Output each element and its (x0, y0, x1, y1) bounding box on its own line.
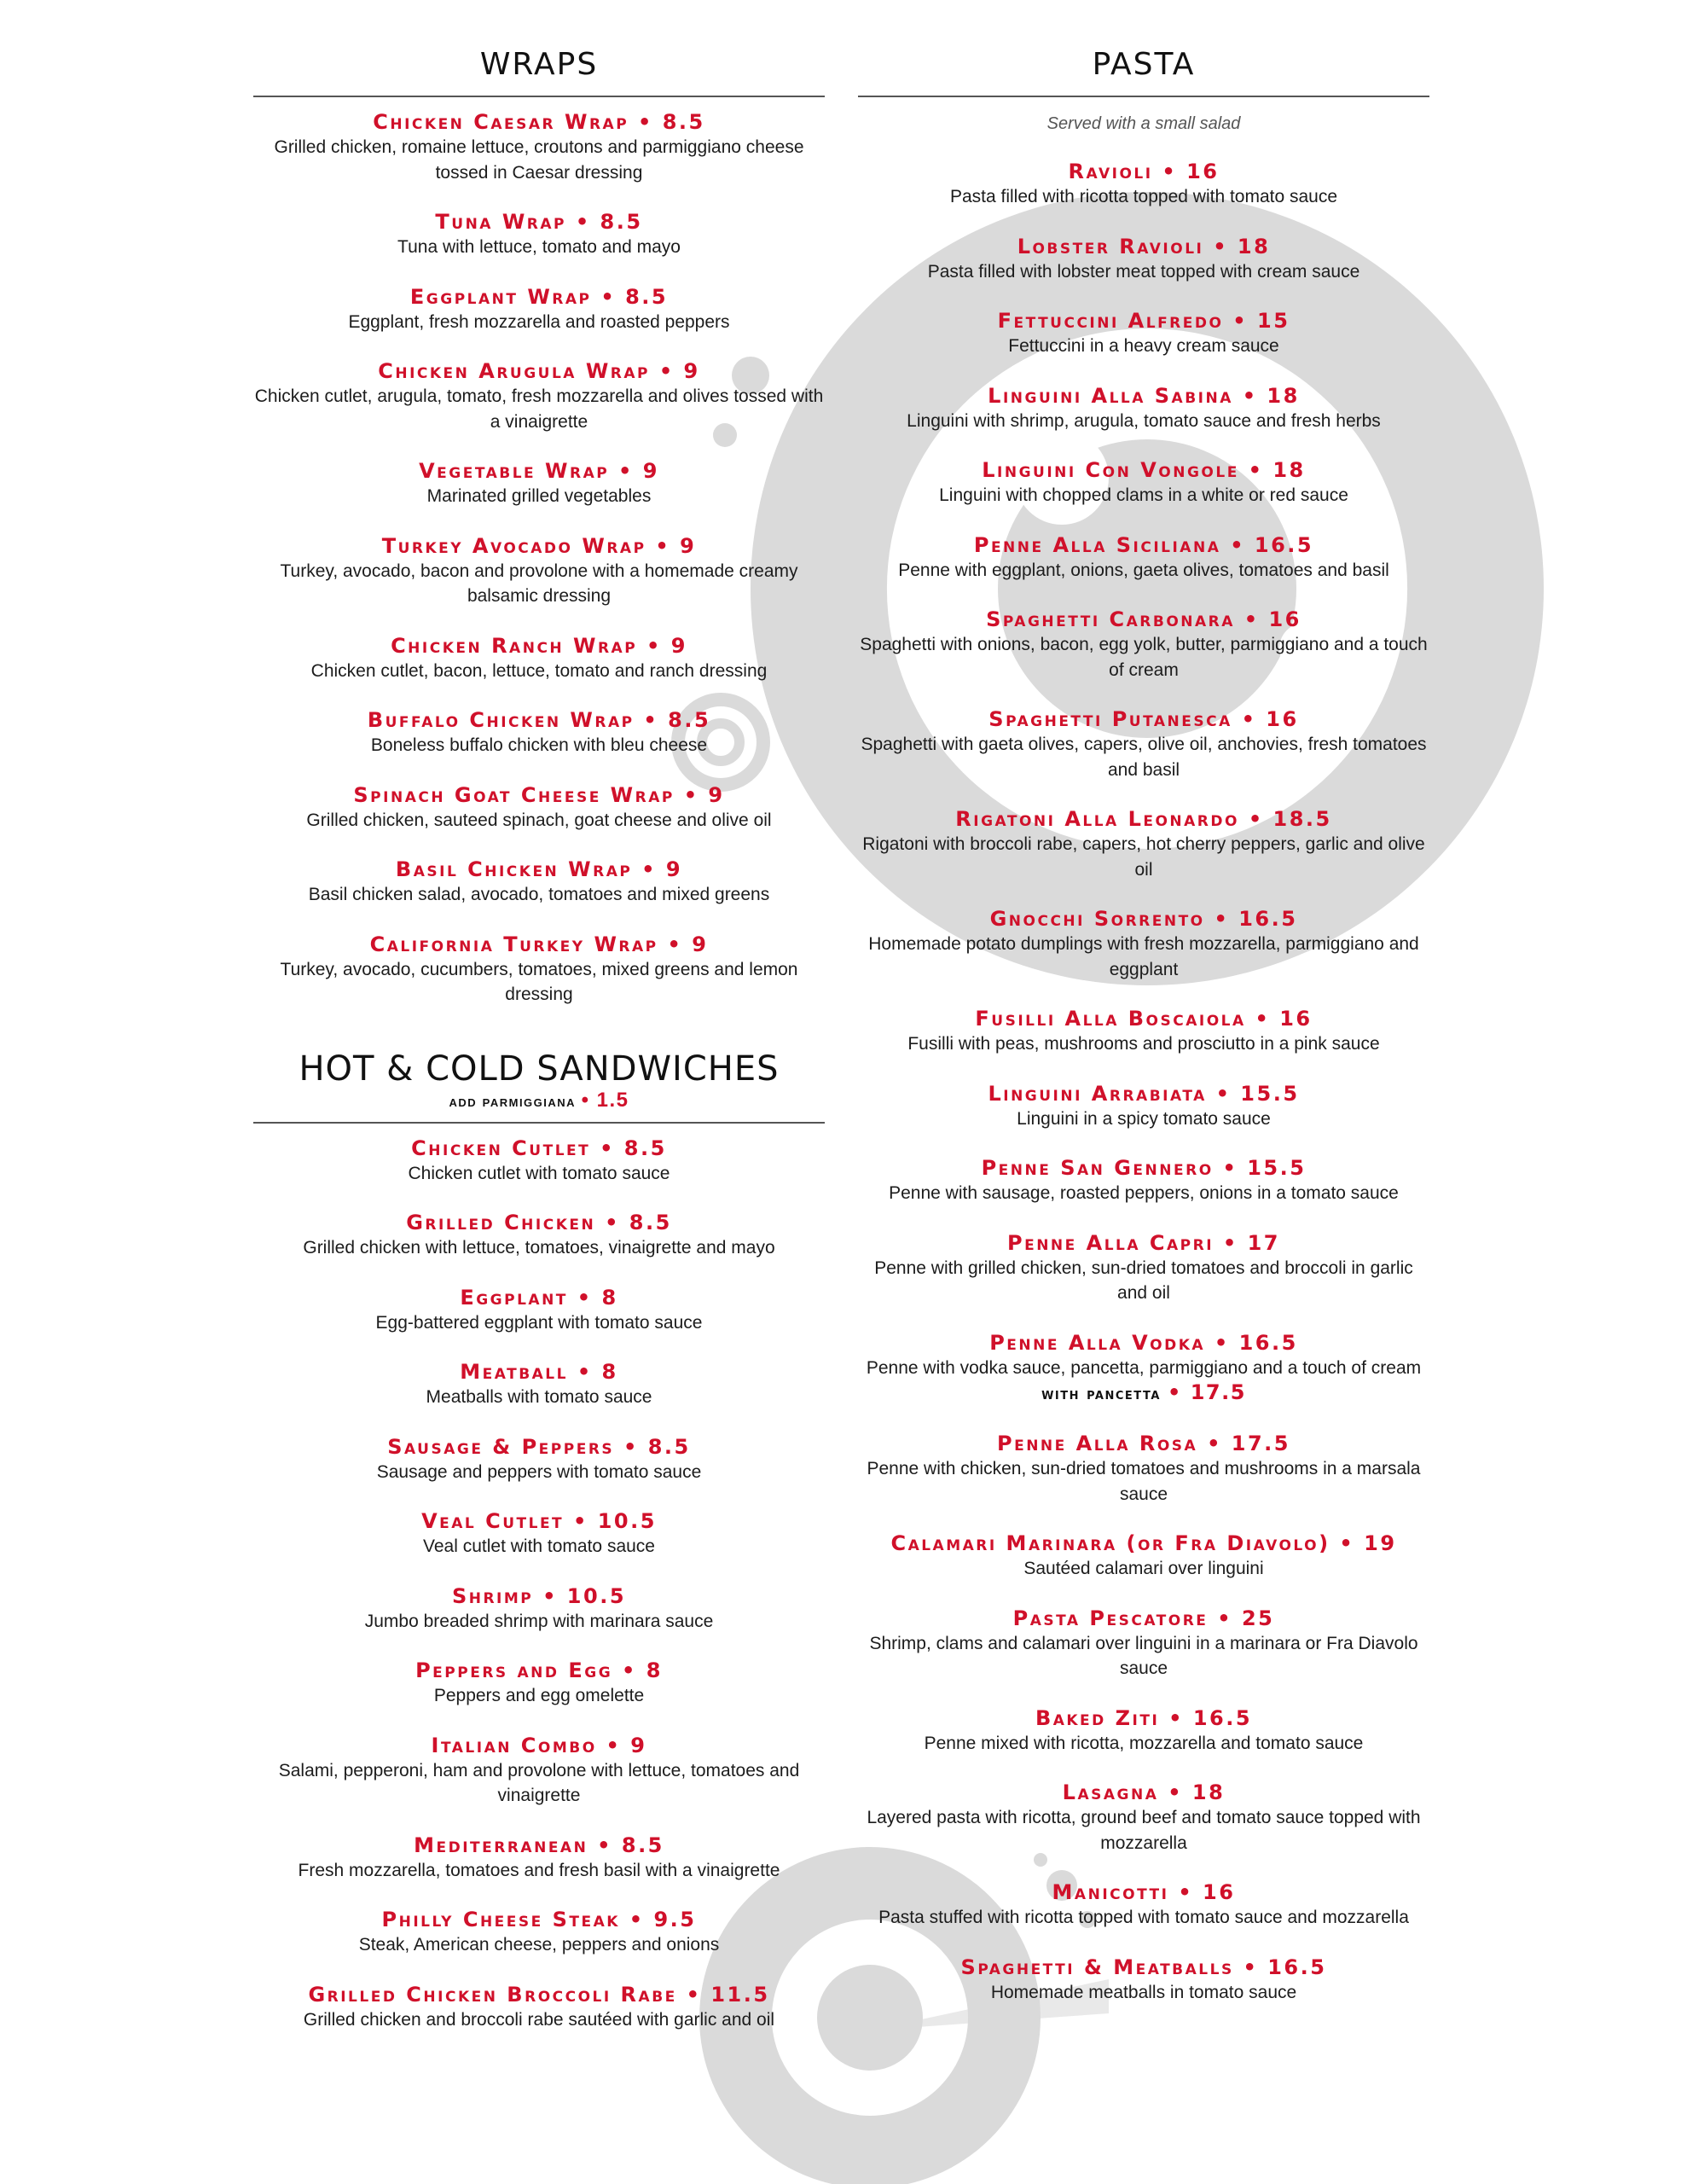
menu-item (253, 1210, 825, 1261)
menu-item (858, 1606, 1429, 1682)
menu-item-name: Veal Cutlet • 10.5 (421, 1509, 657, 1533)
menu-item-name: Fusilli Alla Boscaiola • 16 (975, 1007, 1313, 1031)
menu-item-description: Boneless buffalo chicken with bleu cheese (370, 735, 708, 755)
menu-item-description: Fettuccini in a heavy cream sauce (1008, 336, 1279, 356)
menu-item (858, 1431, 1429, 1507)
subnote-label: add parmiggiana (449, 1092, 577, 1110)
menu-item-description: Chicken cutlet, bacon, lettuce, tomato and ranch dressing (310, 660, 768, 681)
menu-item (858, 1780, 1429, 1856)
menu-item (858, 1006, 1429, 1057)
menu-item (253, 1733, 825, 1809)
menu-item-description: Turkey, avocado, cucumbers, tomatoes, mixed greens and lemon dressing (280, 959, 798, 1004)
menu-item-description: Grilled chicken with lettuce, tomatoes, vinaigrette and mayo (303, 1238, 775, 1258)
menu-item-name: Eggplant • 8 (460, 1285, 618, 1310)
wraps-list (253, 109, 825, 1008)
menu-item-description: Grilled chicken, sauteed spinach, goat cheese and olive oil (306, 810, 772, 830)
menu-item-name: Penne Alla Vodka • 16.5 (989, 1330, 1298, 1355)
menu-item (858, 1081, 1429, 1132)
menu-item-description: Grilled chicken, romaine lettuce, croutons and parmiggiano cheese tossed in Caesar dressing (274, 137, 804, 183)
menu-item-name: Pasta Pescatore • 25 (1012, 1606, 1275, 1630)
menu-item-name: Chicken Ranch Wrap • 9 (391, 633, 687, 658)
menu-item (253, 1907, 825, 1958)
menu-item-description: Egg-battered eggplant with tomato sauce (375, 1312, 703, 1333)
menu-item-description: Fresh mozzarella, tomatoes and fresh basil with a vinaigrette (298, 1860, 780, 1880)
menu-item-name: Penne San Gennero • 15.5 (981, 1156, 1307, 1180)
menu-item (253, 1136, 825, 1187)
menu-item-name: Turkey Avocado Wrap • 9 (381, 533, 697, 558)
menu-item-name: Chicken Arugula Wrap • 9 (378, 359, 700, 383)
wraps-heading: WRAPS (479, 47, 599, 82)
menu-item-name: Peppers and Egg • 8 (415, 1658, 663, 1682)
menu-item (858, 1955, 1429, 2006)
menu-item (253, 1434, 825, 1485)
menu-item-name: Lobster Ravioli • 18 (1017, 234, 1271, 258)
menu-item-description: Fusilli with peas, mushrooms and prosciutto in a pink sauce (907, 1034, 1380, 1054)
menu-item-description: Pasta filled with lobster meat topped with cream sauce (927, 261, 1360, 282)
menu-item-name: Spinach Goat Cheese Wrap • 9 (353, 782, 725, 807)
menu-item-description: Basil chicken salad, avocado, tomatoes and mixed greens (308, 885, 770, 904)
menu-item-description: Penne with grilled chicken, sun-dried tomatoes and broccoli in garlic and oil (874, 1258, 1413, 1303)
menu-item (858, 906, 1429, 982)
sandwiches-heading: HOT & COLD SANDWICHES (299, 1048, 780, 1089)
menu-item-description: Chicken cutlet with tomato sauce (408, 1163, 670, 1183)
menu-item (253, 782, 825, 834)
menu-item (253, 358, 825, 434)
pasta-heading: PASTA (1092, 47, 1196, 82)
pasta-divider (858, 96, 1429, 97)
menu-item-description: Linguini with shrimp, arugula, tomato sauce and fresh herbs (907, 410, 1381, 431)
menu-item (253, 1583, 825, 1635)
menu-item (858, 1531, 1429, 1582)
menu-item-name: Lasagna • 18 (1062, 1780, 1226, 1804)
menu-item (253, 1833, 825, 1884)
menu-item-name: Spaghetti Putanesca • 16 (988, 707, 1299, 731)
menu-item-description: Penne with vodka sauce, pancetta, parmiggiano and a touch of cream (866, 1357, 1422, 1378)
menu-item-name: Buffalo Chicken Wrap • 8.5 (367, 708, 711, 732)
menu-item-name: Gnocchi Sorrento • 16.5 (989, 907, 1298, 931)
menu-item-description: Pasta stuffed with ricotta topped with tomato sauce and mozzarella (878, 1908, 1409, 1927)
menu-item-name: Penne Alla Capri • 17 (1007, 1230, 1280, 1255)
menu-item-extra-price: • 17.5 (1168, 1380, 1246, 1404)
sandwiches-subnote (253, 1089, 825, 1112)
menu-item-description: Meatballs with tomato sauce (426, 1387, 652, 1407)
right-column (858, 44, 1429, 2005)
menu-item-description: Rigatoni with broccoli rabe, capers, hot cherry peppers, garlic and olive oil (862, 834, 1425, 880)
menu-item (253, 458, 825, 509)
menu-item-description: Penne with sausage, roasted peppers, onions in a tomato sauce (889, 1183, 1399, 1203)
menu-item-name: Mediterranean • 8.5 (414, 1833, 664, 1857)
menu-item (858, 1705, 1429, 1757)
pasta-note: Served with a small salad (1046, 114, 1241, 133)
menu-item-name: Ravioli • 16 (1068, 160, 1220, 183)
wraps-divider (253, 96, 825, 97)
pasta-list (858, 159, 1429, 2005)
menu-item-description: Eggplant, fresh mozzarella and roasted peppers (348, 311, 730, 332)
menu-item-description: Turkey, avocado, bacon and provolone with a homemade creamy balsamic dressing (280, 561, 798, 606)
menu-item (858, 383, 1429, 434)
menu-item-description: Penne with eggplant, onions, gaeta olives, tomatoes and basil (898, 560, 1389, 580)
menu-item (253, 1658, 825, 1709)
menu-item-description: Homemade potato dumplings with fresh mozzarella, parmiggiano and eggplant (868, 934, 1419, 979)
menu-item-description: Pasta filled with ricotta topped with tomato sauce (949, 187, 1338, 206)
menu-item (253, 109, 825, 185)
menu-item-name: Spaghetti Carbonara • 16 (986, 607, 1301, 631)
menu-item (253, 707, 825, 758)
menu-item-description: Spaghetti with onions, bacon, egg yolk, butter, parmiggiano and a touch of cream (860, 635, 1428, 680)
menu-item-name: Chicken Caesar Wrap • 8.5 (373, 110, 705, 134)
menu-item (858, 1155, 1429, 1206)
menu-item (253, 633, 825, 684)
menu-item-name: Sausage & Peppers • 8.5 (387, 1434, 691, 1459)
menu-item-description: Shrimp, clams and calamari over linguini in a marinara or Fra Diavolo sauce (869, 1633, 1418, 1678)
menu-item-description: Penne with chicken, sun-dried tomatoes and mushrooms in a marsala sauce (867, 1459, 1421, 1504)
menu-item-description: Jumbo breaded shrimp with marinara sauce (364, 1611, 714, 1631)
menu-item-description: Sautéed calamari over linguini (1023, 1559, 1264, 1578)
menu-item (858, 532, 1429, 584)
menu-item-name: Grilled Chicken Broccoli Rabe • 11.5 (308, 1982, 770, 2007)
menu-item-name: Calamari Marinara (or Fra Diavolo) • 19 (890, 1531, 1397, 1555)
menu-item-name: Linguini Arrabiata • 15.5 (988, 1081, 1300, 1106)
sandwiches-divider (253, 1122, 825, 1124)
menu-item-extra (858, 1380, 1429, 1407)
menu-item-name: Baked Ziti • 16.5 (1035, 1705, 1253, 1730)
menu-item (253, 857, 825, 908)
menu-item-description: Linguini with chopped clams in a white or red sauce (939, 485, 1348, 505)
menu-item (253, 533, 825, 609)
menu-item (858, 1879, 1429, 1931)
menu-item (253, 1508, 825, 1560)
menu-item-name: Eggplant Wrap • 8.5 (409, 284, 669, 309)
menu-item (858, 607, 1429, 682)
menu-item (253, 1285, 825, 1336)
menu-item-name: Spaghetti & Meatballs • 16.5 (960, 1955, 1327, 1979)
menu-item-name: Vegetable Wrap • 9 (419, 459, 659, 483)
menu-item (253, 1982, 825, 2033)
menu-item-description: Steak, American cheese, peppers and onions (358, 1935, 720, 1955)
menu-item-name: Rigatoni Alla Leonardo • 18.5 (955, 807, 1332, 831)
menu-item-extra-label: with pancetta (1041, 1385, 1161, 1403)
menu-item (253, 932, 825, 1008)
menu-item-name: Linguini Con Vongole • 18 (982, 458, 1306, 482)
left-column (253, 44, 825, 2032)
menu-item-description: Spaghetti with gaeta olives, capers, olive oil, anchovies, fresh tomatoes and basil (861, 735, 1427, 780)
menu-item (858, 706, 1429, 782)
menu-item-description: Layered pasta with ricotta, ground beef and tomato sauce topped with mozzarella (867, 1808, 1421, 1853)
menu-item-description: Salami, pepperoni, ham and provolone with lettuce, tomatoes and vinaigrette (278, 1760, 800, 1805)
menu-item-name: Chicken Cutlet • 8.5 (411, 1136, 667, 1160)
menu-item (858, 1330, 1429, 1408)
menu-item-name: Shrimp • 10.5 (451, 1583, 627, 1608)
menu-item-name: Fettuccini Alfredo • 15 (997, 309, 1290, 333)
menu-item (858, 806, 1429, 882)
menu-item-description: Chicken cutlet, arugula, tomato, fresh mozzarella and olives tossed with a vinaigrette (254, 386, 824, 432)
menu-item-name: Tuna Wrap • 8.5 (435, 210, 643, 234)
menu-item-name: Meatball • 8 (460, 1360, 618, 1384)
menu-item (858, 457, 1429, 508)
menu-item (253, 1359, 825, 1410)
subnote-price: • 1.5 (581, 1088, 629, 1112)
menu-item-description: Veal cutlet with tomato sauce (423, 1536, 655, 1556)
menu-item-description: Tuna with lettuce, tomato and mayo (397, 237, 681, 257)
menu-item (253, 209, 825, 260)
menu-item-name: Linguini Alla Sabina • 18 (988, 383, 1300, 408)
menu-item-description: Marinated grilled vegetables (426, 486, 652, 506)
menu-item (858, 1230, 1429, 1306)
menu-item-name: Philly Cheese Steak • 9.5 (381, 1908, 697, 1931)
menu-item (858, 308, 1429, 359)
sandwiches-list (253, 1136, 825, 2033)
menu-item-name: Grilled Chicken • 8.5 (406, 1211, 672, 1234)
menu-item-description: Linguini in a spicy tomato sauce (1017, 1108, 1271, 1129)
menu-item-name: Penne Alla Siciliana • 16.5 (973, 532, 1314, 557)
menu-item-description: Grilled chicken and broccoli rabe sautéed with garlic and oil (303, 2009, 775, 2030)
menu-item-description: Penne mixed with ricotta, mozzarella and tomato sauce (924, 1733, 1364, 1753)
menu-item (253, 284, 825, 335)
menu-item-name: Basil Chicken Wrap • 9 (395, 857, 683, 881)
menu-item-name: Italian Combo • 9 (431, 1733, 647, 1757)
menu-item (858, 234, 1429, 285)
menu-item-name: California Turkey Wrap • 9 (369, 932, 709, 956)
menu-item-description: Homemade meatballs in tomato sauce (990, 1982, 1297, 2002)
menu-item (858, 159, 1429, 210)
menu-item-name: Manicotti • 16 (1052, 1880, 1236, 1904)
menu-item-description: Sausage and peppers with tomato sauce (376, 1461, 702, 1482)
menu-item-name: Penne Alla Rosa • 17.5 (997, 1432, 1290, 1455)
menu-item-description: Peppers and egg omelette (433, 1686, 645, 1705)
